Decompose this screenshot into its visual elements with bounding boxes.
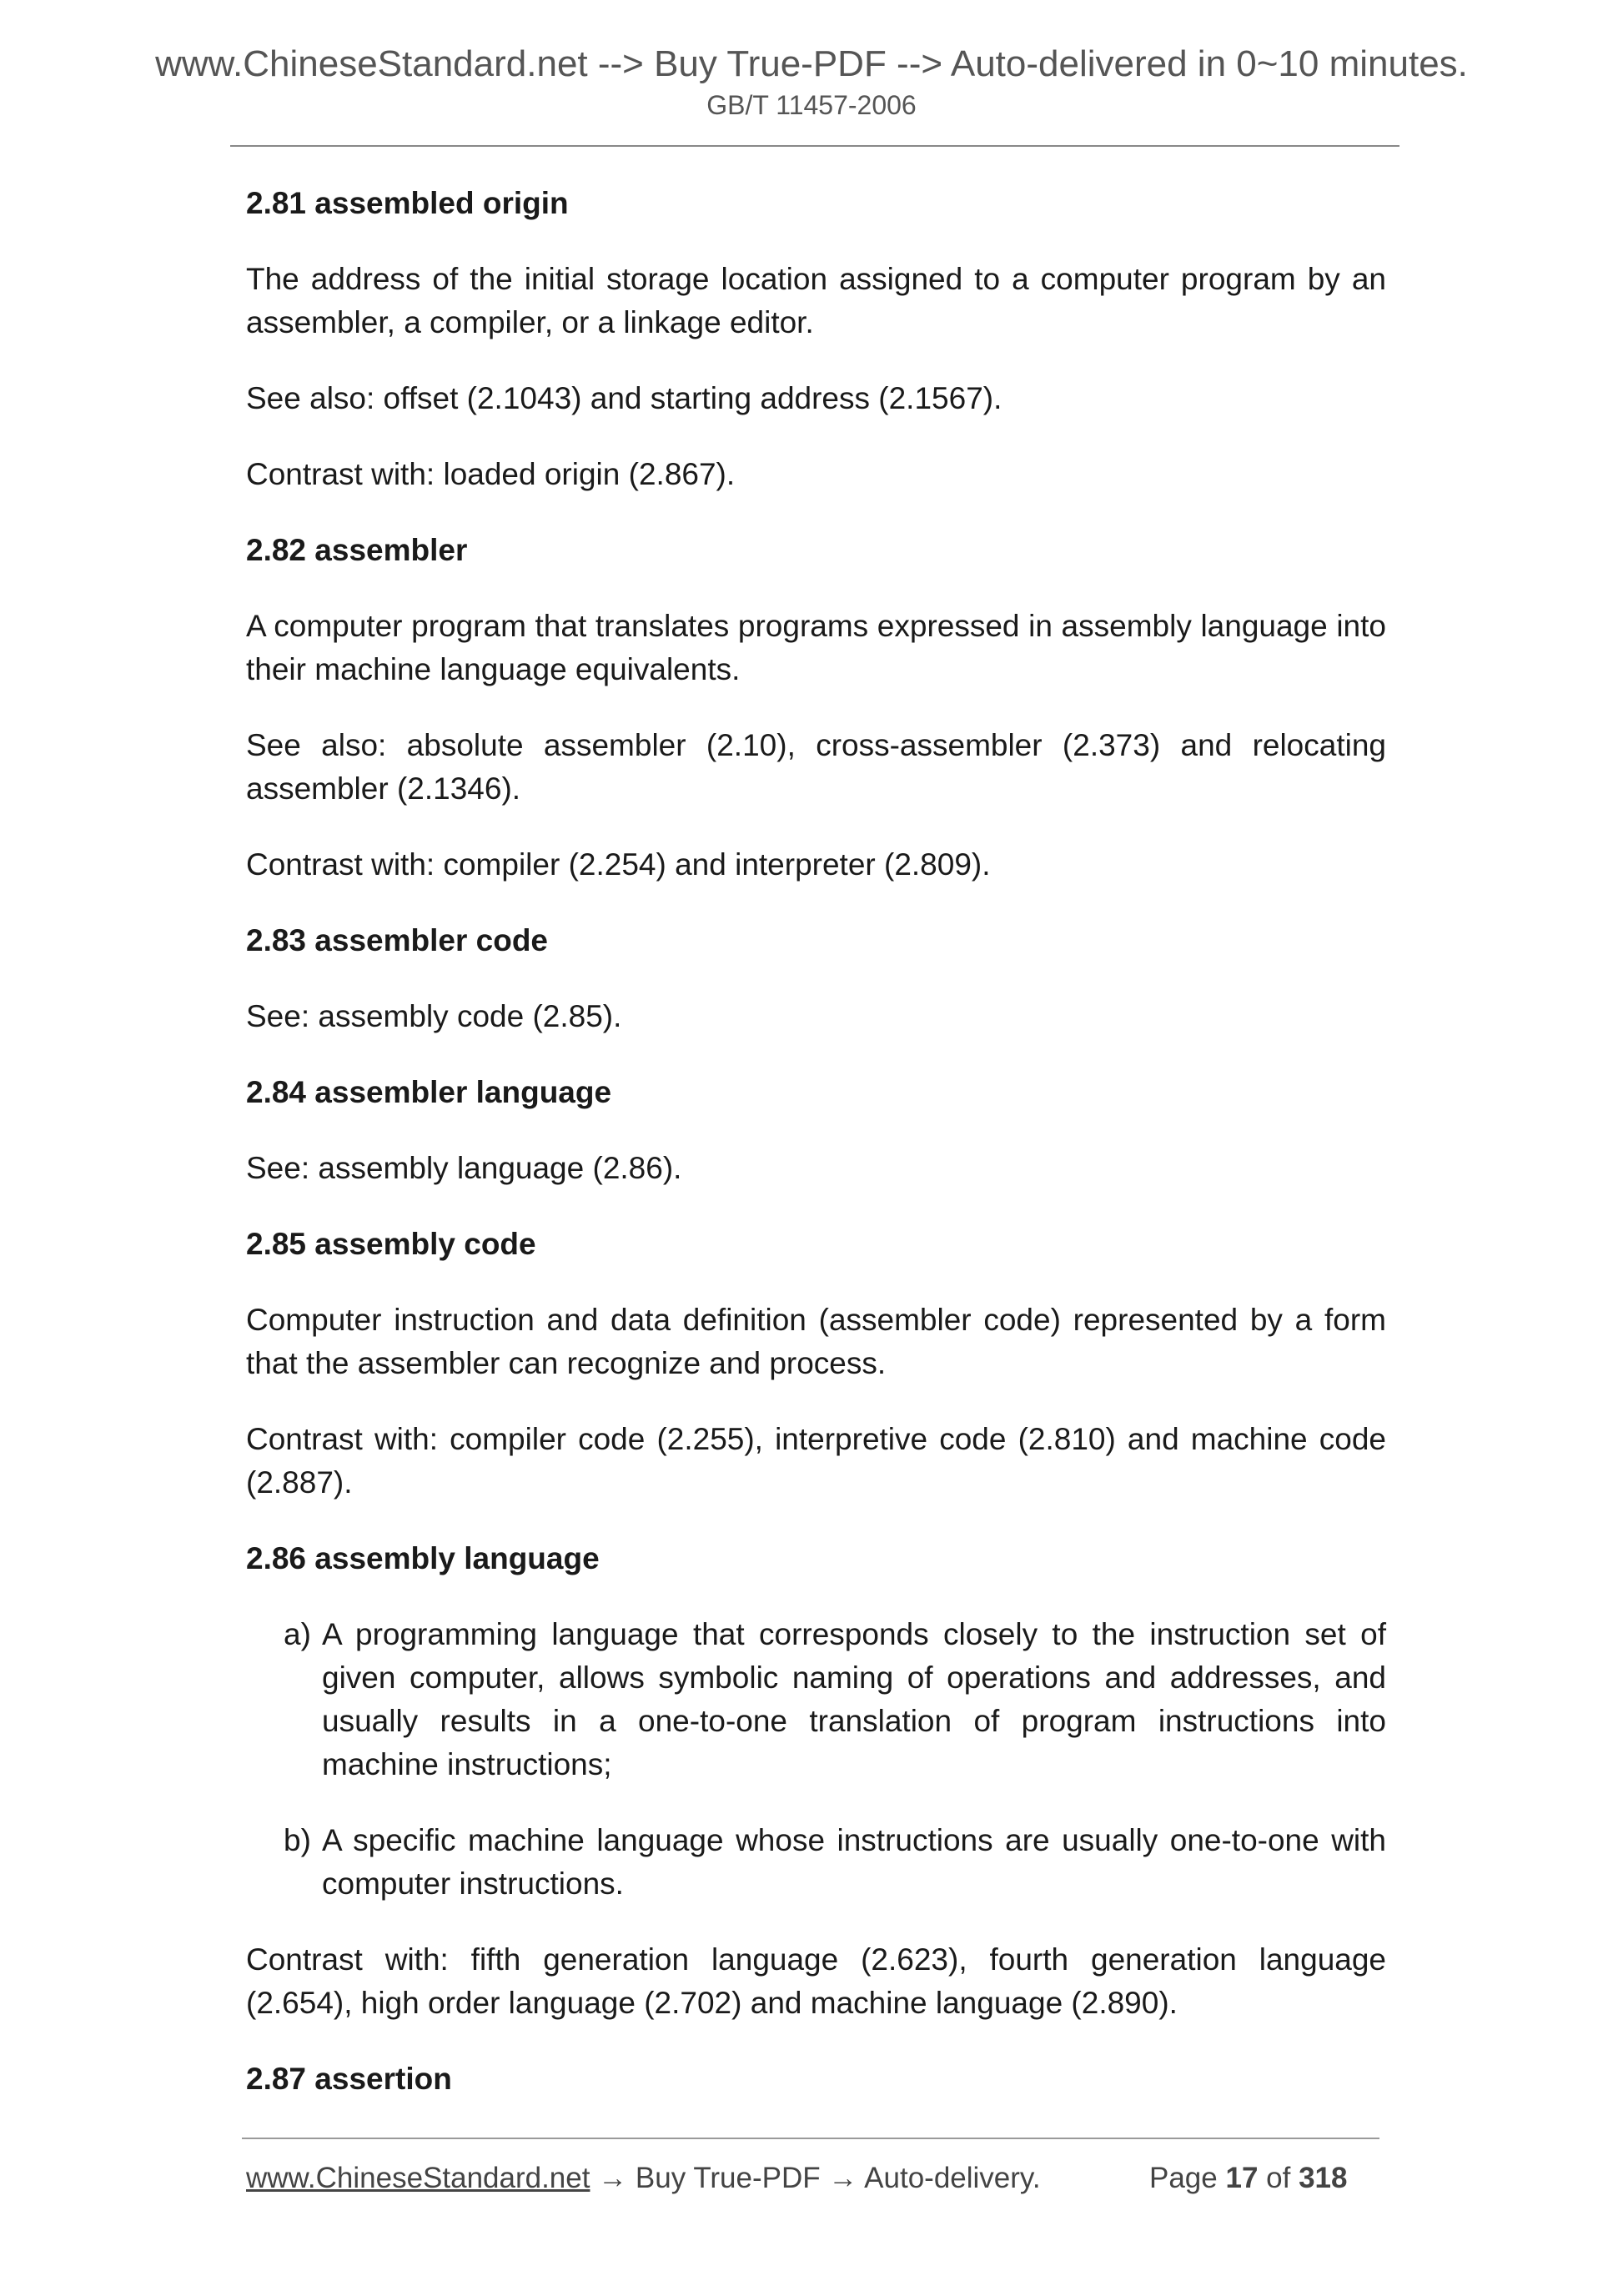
page-word: Page bbox=[1149, 2162, 1218, 2194]
entry-heading: 2.82 assembler bbox=[246, 533, 468, 567]
page-indicator bbox=[1149, 2162, 1348, 2195]
document-body bbox=[246, 182, 1386, 2101]
entry-see-also: See also: offset (2.1043) and starting address (2.1567). bbox=[246, 381, 1002, 415]
footer-left bbox=[246, 2162, 1041, 2195]
entry-heading: 2.83 assembler code bbox=[246, 923, 548, 957]
entry-contrast: Contrast with: compiler code (2.255), interpretive code (2.810) and machine code (2.887). bbox=[246, 1422, 1386, 1500]
item-label: a) bbox=[284, 1617, 311, 1651]
definition-item bbox=[246, 1819, 1386, 1906]
entry-see-also: See also: absolute assembler (2.10), cross-assembler (2.373) and relocating assembler (2.1346). bbox=[246, 728, 1386, 806]
footer-divider bbox=[242, 2138, 1379, 2139]
header-banner: www.ChineseStandard.net --> Buy True-PDF --> Auto-delivered in 0~10 minutes. bbox=[155, 43, 1468, 84]
entry-definition: The address of the initial storage location assigned to a computer program by an assembler, a compiler, or a linkage editor. bbox=[246, 262, 1386, 339]
definition-item bbox=[246, 1613, 1386, 1786]
entry-heading: 2.84 assembler language bbox=[246, 1075, 612, 1109]
entry-contrast: Contrast with: loaded origin (2.867). bbox=[246, 457, 736, 491]
header-divider bbox=[230, 145, 1399, 147]
item-text: A programming language that corresponds closely to the instruction set of given computer, allows symbolic naming of operations and addresses, and usually results in a one-to-one translation of program instructions into machine instructions; bbox=[322, 1617, 1386, 1781]
standard-code: GB/T 11457-2006 bbox=[706, 90, 917, 120]
of-word: of bbox=[1266, 2162, 1291, 2194]
entry-heading: 2.85 assembly code bbox=[246, 1227, 536, 1261]
total-pages: 318 bbox=[1299, 2162, 1348, 2194]
entry-heading: 2.87 assertion bbox=[246, 2062, 452, 2096]
entry-see: See: assembly language (2.86). bbox=[246, 1151, 682, 1185]
entry-contrast: Contrast with: fifth generation language (2.623), fourth generation language (2.654), high order language (2.702) and machine language (2.890). bbox=[246, 1942, 1386, 2020]
entry-heading: 2.86 assembly language bbox=[246, 1541, 600, 1575]
footer-tagline: → Buy True-PDF → Auto-delivery. bbox=[590, 2162, 1041, 2194]
footer-site-link[interactable]: www.ChineseStandard.net bbox=[246, 2162, 590, 2194]
entry-definition: A computer program that translates programs expressed in assembly language into their machine language equivalents. bbox=[246, 609, 1386, 686]
entry-heading: 2.81 assembled origin bbox=[246, 186, 569, 220]
entry-contrast: Contrast with: compiler (2.254) and interpreter (2.809). bbox=[246, 847, 991, 882]
page-number: 17 bbox=[1225, 2162, 1259, 2194]
item-text: A specific machine language whose instructions are usually one-to-one with computer instructions. bbox=[322, 1823, 1386, 1901]
entry-see: See: assembly code (2.85). bbox=[246, 999, 622, 1033]
entry-definition: Computer instruction and data definition (assembler code) represented by a form that the assembler can recognize and process. bbox=[246, 1303, 1386, 1380]
item-label: b) bbox=[284, 1823, 311, 1857]
